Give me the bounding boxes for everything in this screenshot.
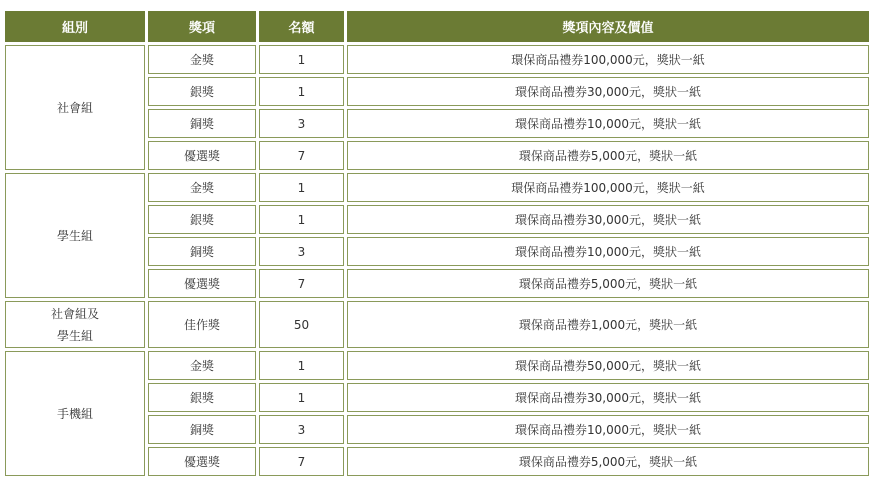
award-cell: 優選獎 [148,141,256,170]
header-count: 名額 [259,11,344,42]
award-cell: 銅獎 [148,237,256,266]
content-cell: 環保商品禮券100,000元，獎狀一紙 [347,45,869,74]
award-cell: 佳作獎 [148,301,256,348]
group-cell [5,173,145,298]
table-row [5,301,869,348]
content-cell: 環保商品禮券10,000元，獎狀一紙 [347,237,869,266]
award-cell: 銅獎 [148,109,256,138]
award-cell: 銀獎 [148,383,256,412]
award-cell: 銀獎 [148,205,256,234]
content-cell: 環保商品禮券5,000元，獎狀一紙 [347,447,869,476]
award-table [2,8,872,479]
count-cell: 7 [259,141,344,170]
header-content: 獎項內容及價值 [347,11,869,42]
count-cell: 1 [259,173,344,202]
group-label-line: 社會組 [56,100,93,115]
count-cell: 7 [259,447,344,476]
award-cell: 金獎 [148,45,256,74]
header-group: 組別 [5,11,145,42]
group-label-line: 社會組及 [50,306,99,321]
count-cell: 50 [259,301,344,348]
group-cell [5,45,145,170]
award-cell: 銅獎 [148,415,256,444]
table-row [5,351,869,380]
table-row [5,173,869,202]
count-cell: 1 [259,77,344,106]
content-cell: 環保商品禮券30,000元，獎狀一紙 [347,205,869,234]
count-cell: 1 [259,351,344,380]
content-cell: 環保商品禮券10,000元，獎狀一紙 [347,109,869,138]
count-cell: 3 [259,109,344,138]
group-cell [5,301,145,348]
group-label-line: 學生組 [56,228,93,243]
content-cell: 環保商品禮券10,000元，獎狀一紙 [347,415,869,444]
count-cell: 1 [259,205,344,234]
header-row [5,11,869,42]
count-cell: 7 [259,269,344,298]
table-row [5,45,869,74]
award-cell: 優選獎 [148,269,256,298]
count-cell: 3 [259,237,344,266]
award-cell: 金獎 [148,351,256,380]
header-award: 獎項 [148,11,256,42]
award-cell: 銀獎 [148,77,256,106]
count-cell: 3 [259,415,344,444]
award-cell: 金獎 [148,173,256,202]
count-cell: 1 [259,45,344,74]
group-label-line: 學生組 [56,328,93,343]
content-cell: 環保商品禮券30,000元，獎狀一紙 [347,77,869,106]
content-cell: 環保商品禮券30,000元，獎狀一紙 [347,383,869,412]
award-table-body [5,45,869,476]
content-cell: 環保商品禮券1,000元，獎狀一紙 [347,301,869,348]
content-cell: 環保商品禮券100,000元，獎狀一紙 [347,173,869,202]
group-cell [5,351,145,476]
content-cell: 環保商品禮券50,000元，獎狀一紙 [347,351,869,380]
content-cell: 環保商品禮券5,000元，獎狀一紙 [347,269,869,298]
count-cell: 1 [259,383,344,412]
group-label-line: 手機組 [56,406,93,421]
award-cell: 優選獎 [148,447,256,476]
content-cell: 環保商品禮券5,000元，獎狀一紙 [347,141,869,170]
